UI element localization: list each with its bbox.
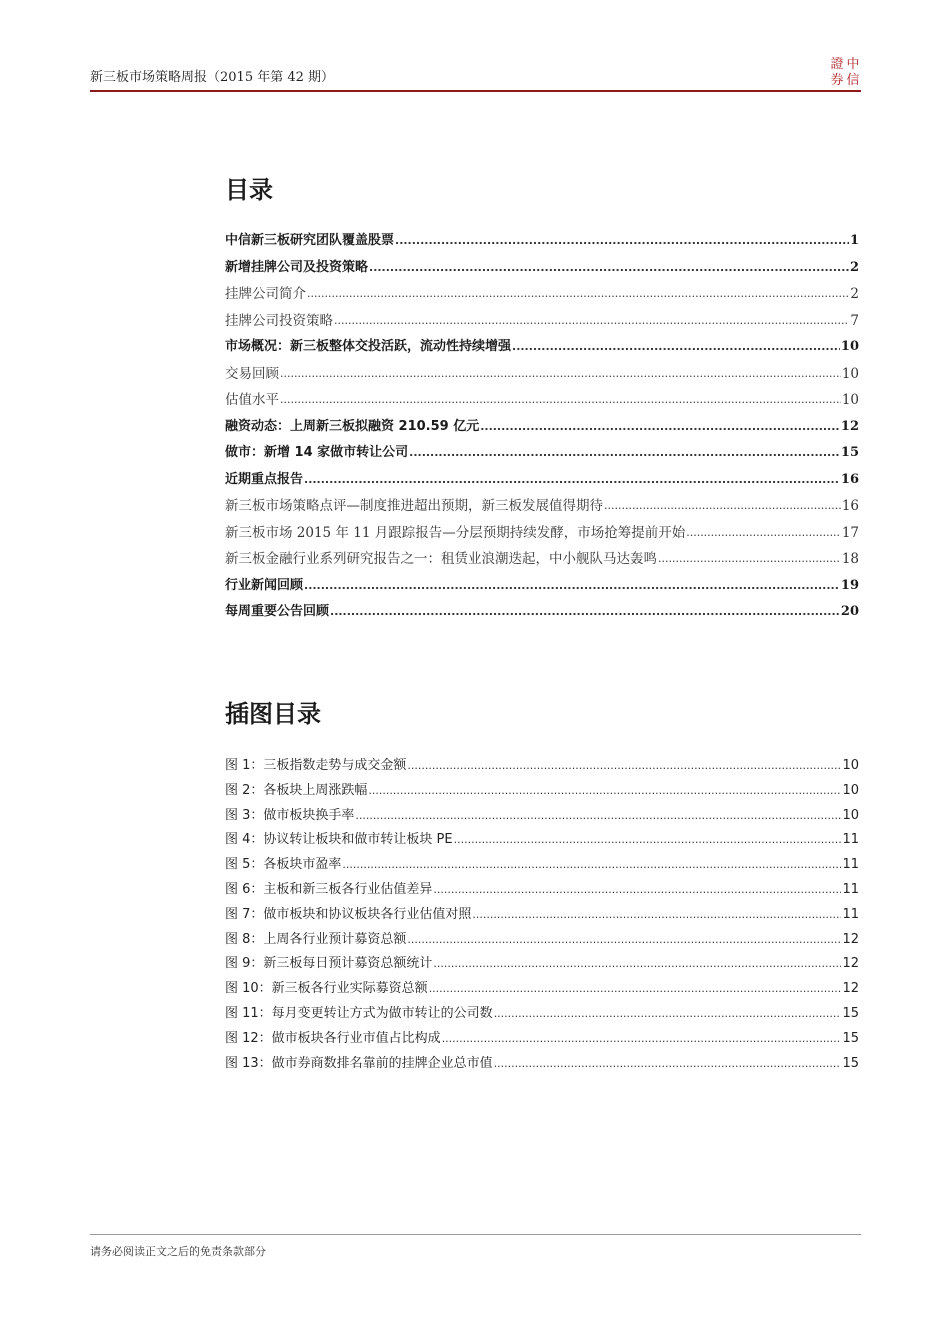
toc-entry[interactable] — [225, 389, 859, 409]
entry-label: 做市：新增 14 家做市转让公司 — [225, 445, 409, 460]
figure-entry[interactable] — [225, 978, 859, 998]
figure-entry[interactable] — [225, 1053, 859, 1073]
figure-entry[interactable] — [225, 805, 859, 825]
entry-page-number: 10 — [842, 782, 859, 798]
entry-label: 近期重点报告 — [225, 471, 304, 487]
toc-entry[interactable] — [225, 363, 859, 383]
entry-page-number: 11 — [842, 832, 859, 848]
entry-label: 每周重要公告回顾 — [225, 604, 330, 619]
toc-heading: 目录 — [225, 176, 273, 204]
entry-page-number: 11 — [842, 906, 859, 922]
dot-leader — [658, 550, 841, 568]
entry-label: 图 3：做市板块换手率 — [225, 807, 355, 823]
dot-leader — [407, 931, 841, 949]
entry-label: 图 8：上周各行业预计募资总额 — [225, 931, 407, 947]
figure-entry[interactable] — [225, 829, 859, 849]
entry-page-number: 16 — [841, 498, 859, 514]
header-divider — [90, 90, 861, 92]
entry-page-number: 20 — [840, 604, 859, 619]
entry-label: 图 13：做市券商数排名靠前的挂牌企业总市值 — [225, 1055, 493, 1071]
toc-entry[interactable] — [225, 442, 859, 462]
dot-leader — [407, 757, 841, 775]
entry-page-number: 15 — [840, 445, 859, 460]
entry-label: 图 4：协议转让板块和做市转让板块 PE — [225, 832, 453, 848]
figure-entry[interactable] — [225, 904, 859, 924]
entry-label: 图 7：做市板块和协议板块各行业估值对照 — [225, 906, 472, 922]
entry-page-number: 10 — [841, 365, 859, 382]
toc-entry[interactable] — [225, 469, 859, 489]
entry-label: 交易回顾 — [225, 365, 279, 382]
dot-leader — [454, 831, 842, 849]
dot-leader — [307, 285, 849, 303]
dot-leader — [330, 603, 840, 621]
logo-char: 中 — [846, 56, 860, 72]
figure-entry[interactable] — [225, 929, 859, 949]
logo-char: 證 — [830, 56, 844, 72]
dot-leader — [409, 444, 840, 462]
entry-label: 图 12：做市板块各行业市值占比构成 — [225, 1030, 441, 1046]
figure-entry[interactable] — [225, 879, 859, 899]
entry-page-number: 12 — [842, 981, 859, 997]
entry-label: 估值水平 — [225, 392, 279, 408]
report-header-title: 新三板市场策略周报（2015 年第 42 期） — [90, 70, 335, 85]
dot-leader — [494, 1005, 842, 1023]
dot-leader — [355, 807, 841, 825]
entry-page-number: 11 — [842, 882, 859, 897]
entry-page-number: 18 — [841, 551, 859, 567]
disclaimer-note: 请务必阅读正文之后的免责条款部分 — [90, 1245, 266, 1258]
dot-leader — [480, 418, 840, 436]
figure-entry[interactable] — [225, 1028, 859, 1048]
logo-char: 信 — [846, 72, 860, 88]
dot-leader — [433, 881, 841, 899]
entry-label: 图 10：新三板各行业实际募资总额 — [225, 981, 428, 997]
entry-page-number: 12 — [842, 956, 859, 972]
figure-entry[interactable] — [225, 953, 859, 973]
dot-leader — [494, 1055, 842, 1073]
entry-label: 挂牌公司简介 — [225, 286, 306, 302]
dot-leader — [433, 955, 841, 973]
dot-leader — [304, 471, 840, 489]
entry-page-number: 10 — [841, 392, 859, 408]
entry-page-number: 10 — [840, 339, 859, 354]
figures-heading: 插图目录 — [225, 700, 321, 728]
entry-page-number: 15 — [842, 1055, 859, 1071]
toc-entry[interactable] — [225, 495, 859, 515]
dot-leader — [442, 1030, 842, 1048]
dot-leader — [472, 906, 841, 924]
toc-entry[interactable] — [225, 522, 859, 542]
entry-page-number: 15 — [842, 1006, 859, 1021]
dot-leader — [304, 577, 840, 595]
toc-entry[interactable] — [225, 575, 859, 595]
figure-entry[interactable] — [225, 854, 859, 874]
entry-label: 中信新三板研究团队覆盖股票 — [225, 233, 395, 248]
entry-page-number: 16 — [840, 471, 859, 487]
entry-label: 新三板市场策略点评—制度推进超出预期，新三板发展值得期待 — [225, 498, 603, 514]
dot-leader — [686, 524, 841, 542]
entry-page-number: 10 — [842, 807, 859, 823]
entry-page-number: 19 — [840, 577, 859, 593]
toc-entry[interactable] — [225, 601, 859, 621]
logo-char: 券 — [830, 72, 844, 88]
entry-label: 图 5：各板块市盈率 — [225, 857, 342, 873]
figure-entry[interactable] — [225, 755, 859, 775]
entry-label: 行业新闻回顾 — [225, 577, 304, 593]
entry-label: 图 2：各板块上周涨跌幅 — [225, 782, 368, 798]
citic-securities-logo — [829, 56, 861, 88]
entry-label: 图 6：主板和新三板各行业估值差异 — [225, 882, 433, 897]
dot-leader — [512, 338, 840, 356]
toc-entry[interactable] — [225, 257, 859, 277]
dot-leader — [429, 980, 842, 998]
dot-leader — [334, 312, 849, 330]
dot-leader — [280, 365, 841, 383]
figure-entry[interactable] — [225, 780, 859, 800]
dot-leader — [369, 259, 849, 277]
toc-entry[interactable] — [225, 230, 859, 250]
entry-page-number: 2 — [849, 259, 859, 275]
entry-page-number: 11 — [842, 857, 859, 873]
dot-leader — [604, 497, 841, 515]
entry-label: 新三板金融行业系列研究报告之一：租赁业浪潮迭起，中小舰队马达轰鸣 — [225, 551, 657, 567]
entry-label: 图 1：三板指数走势与成交金额 — [225, 758, 407, 773]
entry-page-number: 10 — [842, 758, 859, 773]
toc-entry[interactable] — [225, 310, 859, 330]
figure-entry[interactable] — [225, 1003, 859, 1023]
entry-page-number: 15 — [842, 1030, 859, 1046]
entry-page-number: 1 — [849, 233, 859, 248]
entry-label: 融资动态：上周新三板拟融资 210.59 亿元 — [225, 418, 480, 434]
entry-page-number: 17 — [841, 524, 859, 541]
entry-label: 图 9：新三板每日预计募资总额统计 — [225, 956, 433, 972]
entry-label: 新增挂牌公司及投资策略 — [225, 259, 369, 275]
entry-page-number: 12 — [842, 931, 859, 947]
dot-leader — [395, 232, 849, 250]
dot-leader — [368, 782, 841, 800]
dot-leader — [342, 856, 841, 874]
entry-page-number: 2 — [850, 286, 859, 302]
entry-label: 挂牌公司投资策略 — [225, 312, 333, 329]
entry-label: 市场概况：新三板整体交投活跃，流动性持续增强 — [225, 339, 512, 354]
entry-label: 图 11：每月变更转让方式为做市转让的公司数 — [225, 1006, 493, 1021]
dot-leader — [280, 391, 841, 409]
entry-label: 新三板市场 2015 年 11 月跟踪报告—分层预期持续发酵，市场抢筹提前开始 — [225, 524, 686, 541]
footer-divider — [90, 1234, 861, 1235]
toc-entry[interactable] — [225, 416, 859, 436]
entry-page-number: 7 — [850, 312, 859, 329]
toc-entry[interactable] — [225, 548, 859, 568]
toc-entry[interactable] — [225, 283, 859, 303]
toc-entry[interactable] — [225, 336, 859, 356]
entry-page-number: 12 — [840, 418, 859, 434]
